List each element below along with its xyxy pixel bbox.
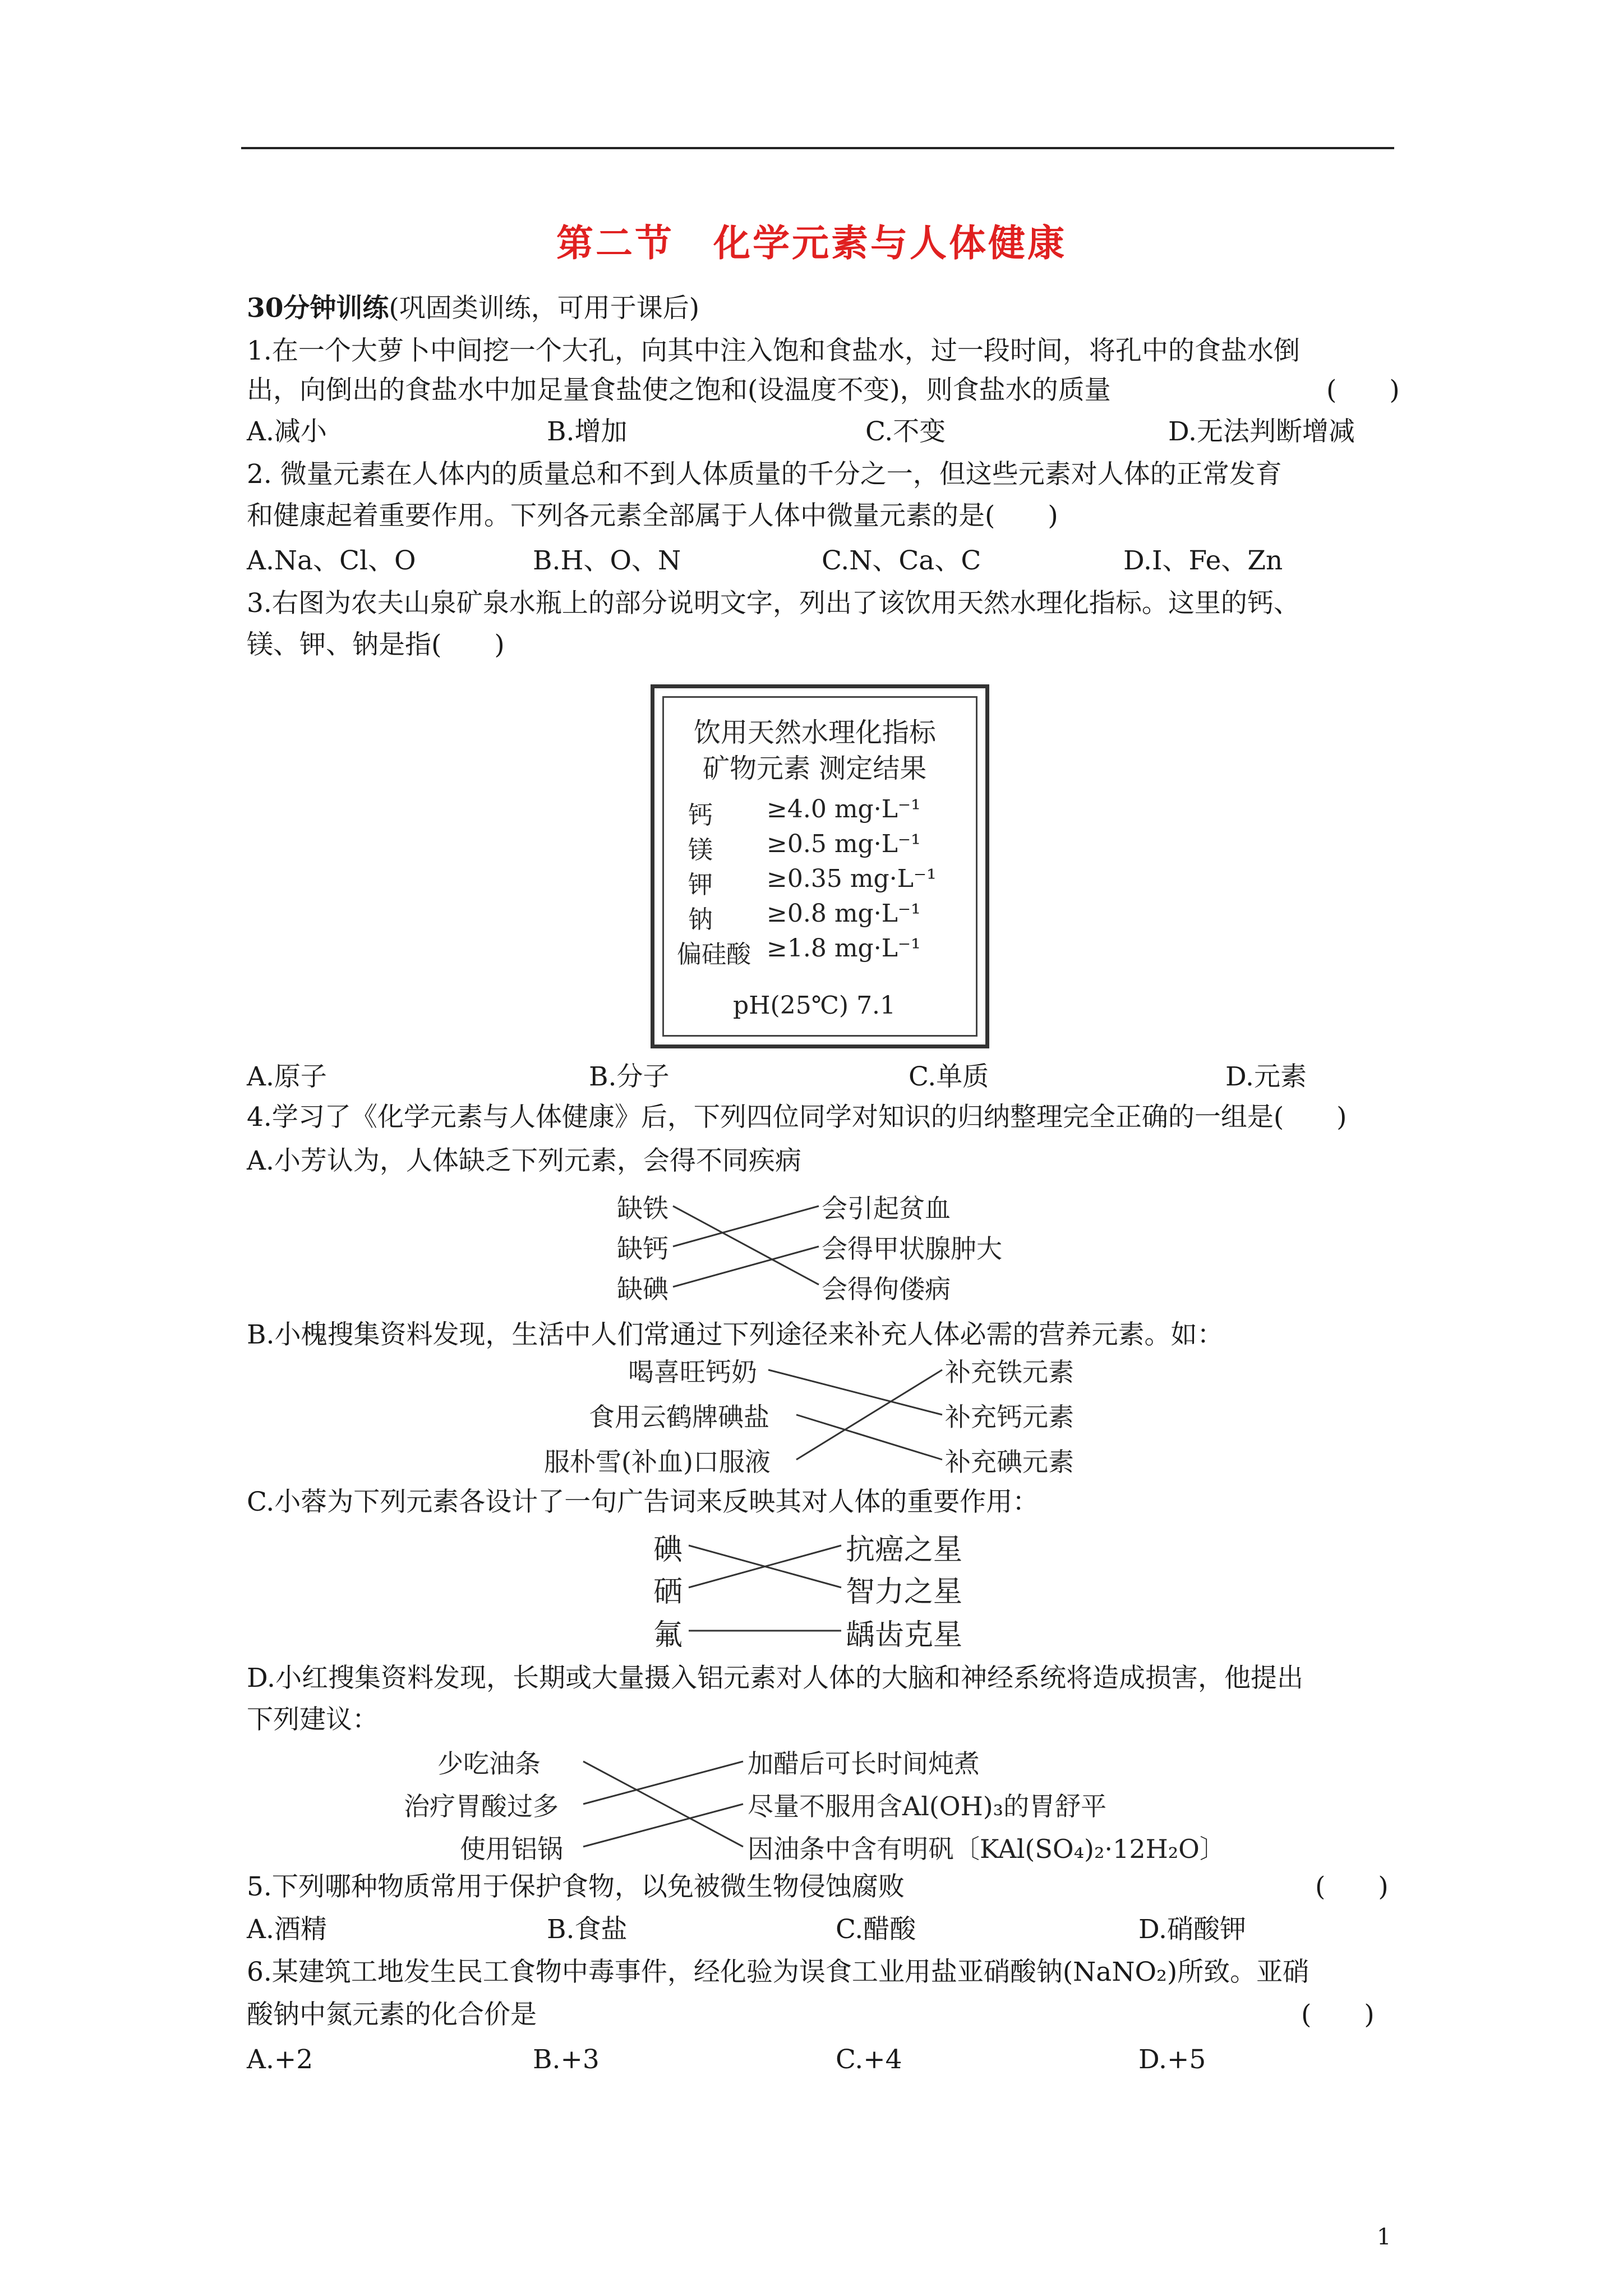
q3-line1: 3.右图为农夫山泉矿泉水瓶上的部分说明文字，列出了该饮用天然水理化指标。这里的钙、 — [247, 588, 1300, 619]
q5-line1: 5.下列哪种物质常用于保护食物，以免被微生物侵蚀腐败 — [247, 1871, 905, 1902]
q1-option-d: D.无法判断增减 — [1168, 416, 1355, 447]
match-line — [673, 1206, 819, 1246]
q4-d-right-item: 加醋后可长时间炖煮 — [748, 1749, 980, 1779]
q4-d-right-item: 因油条中含有明矾〔KAl(SO₄)₂·12H₂O〕 — [748, 1834, 1225, 1864]
q4-b-right-item: 补充铁元素 — [945, 1357, 1074, 1387]
figure-row-name: 偏硅酸 — [677, 940, 751, 969]
q6-line2: 酸钠中氮元素的化合价是 — [247, 1999, 537, 2030]
q6-option-a: A.+2 — [247, 2044, 313, 2075]
q4-b-left-item: 食用云鹤牌碘盐 — [589, 1402, 769, 1432]
q1-option-b: B.增加 — [547, 416, 628, 447]
q5-option-c: C.醋酸 — [836, 1914, 916, 1945]
q6-option-d: D.+5 — [1138, 2044, 1206, 2075]
q4-a-left-item: 缺铁 — [617, 1193, 668, 1223]
q4-d-left-item: 少吃油条 — [437, 1749, 541, 1779]
q4-c-right-item: 龋齿克星 — [846, 1618, 963, 1652]
q3-option-c: C.单质 — [909, 1061, 989, 1092]
q6-line1: 6.某建筑工地发生民工食物中毒事件，经化验为误食工业用盐亚硝酸钠(NaNO₂)所致。亚硝 — [247, 1957, 1310, 1987]
q4-a-right-item: 会引起贫血 — [822, 1193, 951, 1223]
q5-option-d: D.硝酸钾 — [1138, 1914, 1246, 1945]
match-line — [583, 1761, 743, 1804]
figure-row-value: ≥0.8 mg·L⁻¹ — [767, 899, 921, 928]
q1-option-c: C.不变 — [865, 416, 946, 447]
q4-b-left-item: 服朴雪(补血)口服液 — [544, 1447, 771, 1477]
q6-answer-paren: ( ) — [1301, 1999, 1375, 2030]
q4-a-left-item: 缺碘 — [617, 1274, 668, 1304]
match-line — [796, 1415, 942, 1460]
figure-ph: pH(25℃) 7.1 — [733, 991, 896, 1020]
q3-option-d: D.元素 — [1225, 1061, 1307, 1092]
q4-a-text: A.小芳认为，人体缺乏下列元素，会得不同疾病 — [247, 1145, 801, 1176]
page-title: 第二节 化学元素与人体健康 — [556, 222, 1067, 265]
figure-row-name: 钾 — [688, 871, 713, 899]
q2-line1: 2. 微量元素在人体内的质量总和不到人体质量的千分之一，但这些元素对人体的正常发育 — [247, 459, 1282, 490]
q2-line2: 和健康起着重要作用。下列各元素全部属于人体中微量元素的是( ) — [247, 500, 1058, 531]
match-line — [583, 1761, 743, 1847]
q6-option-c: C.+4 — [836, 2044, 902, 2075]
figure-row-name: 镁 — [688, 836, 713, 864]
q4-d-left-item: 治疗胃酸过多 — [404, 1791, 559, 1821]
figure-row-value: ≥0.35 mg·L⁻¹ — [767, 864, 937, 893]
figure-title-1: 饮用天然水理化指标 — [694, 717, 937, 748]
figure-row-value: ≥1.8 mg·L⁻¹ — [767, 934, 921, 963]
heading-label: 30分钟训练 — [247, 293, 389, 324]
q2-option-b: B.H、O、N — [533, 545, 681, 576]
q4-d-text1: D.小红搜集资料发现，长期或大量摄入铝元素对人体的大脑和神经系统将造成损害，他提出 — [247, 1663, 1303, 1694]
page-number: 1 — [1377, 2224, 1391, 2250]
q4-d-left-item: 使用铝锅 — [460, 1834, 563, 1864]
q3-option-a: A.原子 — [247, 1061, 327, 1092]
q4-b-right-item: 补充钙元素 — [945, 1402, 1074, 1432]
figure-row-name: 钙 — [688, 801, 713, 830]
figure-row-value: ≥0.5 mg·L⁻¹ — [767, 830, 921, 858]
q4-a-right-item: 会得甲状腺肿大 — [822, 1234, 1002, 1264]
q4-d-text2: 下列建议： — [247, 1704, 379, 1735]
q3-option-b: B.分子 — [589, 1061, 670, 1092]
q1-line2: 出，向倒出的食盐水中加足量食盐使之饱和(设温度不变)，则食盐水的质量 — [247, 375, 1111, 406]
q2-option-d: D.I、Fe、Zn — [1123, 545, 1283, 576]
q5-option-a: A.酒精 — [247, 1914, 327, 1945]
q4-c-left-item: 硒 — [653, 1575, 683, 1609]
heading-note: (巩固类训练，可用于课后) — [389, 293, 700, 324]
q4-c-left-item: 氟 — [653, 1618, 683, 1652]
figure-row-name: 钠 — [688, 905, 713, 934]
match-line — [768, 1370, 942, 1415]
q6-option-b: B.+3 — [533, 2044, 600, 2075]
q5-option-b: B.食盐 — [547, 1914, 628, 1945]
q1-option-a: A.减小 — [247, 416, 327, 447]
figure-row-value: ≥4.0 mg·L⁻¹ — [767, 795, 921, 823]
q1-answer-paren: ( ) — [1326, 375, 1400, 406]
q4-a-right-item: 会得佝偻病 — [822, 1274, 951, 1304]
q4-line1: 4.学习了《化学元素与人体健康》后，下列四位同学对知识的归纳整理完全正确的一组是( ) — [247, 1102, 1347, 1133]
q4-b-text: B.小槐搜集资料发现，生活中人们常通过下列途径来补充人体必需的营养元素。如： — [247, 1319, 1224, 1350]
q1-line1: 1.在一个大萝卜中间挖一个大孔，向其中注入饱和食盐水，过一段时间，将孔中的食盐水倒 — [247, 335, 1300, 366]
q2-option-a: A.Na、Cl、O — [247, 545, 416, 576]
figure-title-2: 矿物元素 测定结果 — [703, 753, 927, 784]
q3-line2: 镁、钾、钠是指( ) — [247, 629, 505, 660]
q4-c-text: C.小蓉为下列元素各设计了一句广告词来反映其对人体的重要作用： — [247, 1487, 1039, 1517]
q2-option-c: C.N、Ca、C — [822, 545, 981, 576]
match-line — [673, 1246, 819, 1287]
q4-d-right-item: 尽量不服用含Al(OH)₃的胃舒平 — [748, 1791, 1107, 1821]
q4-a-left-item: 缺钙 — [617, 1234, 668, 1264]
q4-c-right-item: 智力之星 — [846, 1575, 963, 1609]
q4-b-right-item: 补充碘元素 — [945, 1447, 1074, 1477]
match-line — [583, 1804, 743, 1847]
q5-answer-paren: ( ) — [1315, 1871, 1389, 1902]
q4-b-left-item: 喝喜旺钙奶 — [628, 1357, 757, 1387]
q4-c-right-item: 抗癌之星 — [846, 1533, 963, 1567]
q4-c-left-item: 碘 — [653, 1533, 683, 1567]
match-line — [673, 1206, 819, 1285]
